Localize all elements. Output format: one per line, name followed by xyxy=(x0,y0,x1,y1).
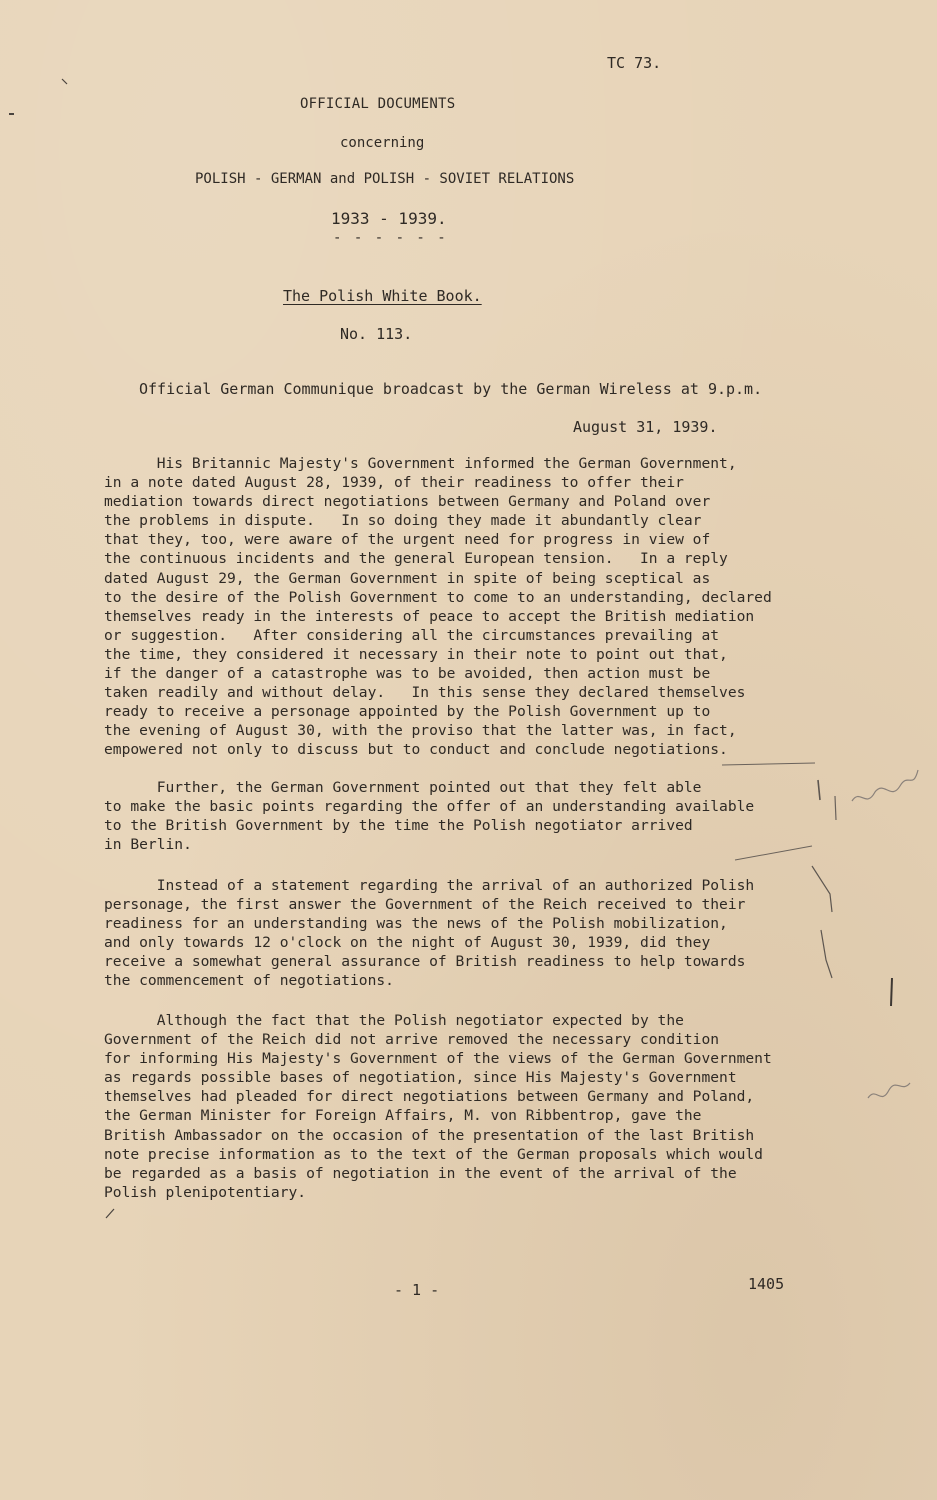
pencil-stroke xyxy=(735,846,812,860)
communique-heading: Official German Communique broadcast by the German Wireless at 9.p.m. xyxy=(139,380,763,398)
pencil-stroke xyxy=(722,763,815,765)
title-rule: - - - - - - xyxy=(333,230,448,246)
body-paragraph-4: Although the fact that the Polish negotiator expected by the Government of the Reich did not arrive removed the necessary condition for informing His Majesty's Government of the views of the German Government as regards possible bases of negotiation, since His Majesty's Government themselves had pleaded for direct negotiations between Germany and Poland, the German Minister for Foreign Affairs, M. von Ribbentrop, gave the British Ambassador on the occasion of the presentation of the last British note precise information as to the text of the German proposals which would be regarded as a basis of negotiation in the event of the arrival of the Polish plenipotentiary. xyxy=(104,1012,772,1201)
pencil-stroke xyxy=(891,978,892,1006)
title-line-concerning: concerning xyxy=(340,135,425,151)
pencil-stroke xyxy=(821,930,832,978)
marginal-scribble xyxy=(868,1083,910,1098)
pencil-stroke xyxy=(62,79,67,84)
body-paragraph-2: Further, the German Government pointed out that they felt able to make the basic points regarding the offer of an understanding available to the British Government by the time the Polish negotiator arrived in Berlin. xyxy=(104,779,755,854)
body-paragraph-1: His Britannic Majesty's Government informed the German Government, in a note dated August 28, 1939, of their readiness to offer their mediation towards direct negotiations between Germany and Poland over the problems in dispute. In so doing they made it abundantly clear that they, too, were aware of the urgent need for progress in view of the continuous incidents and the general European tension. In a reply dated August 29, the German Government in spite of being sceptical as to the desire of the Polish Government to come to an understanding, declared themselves ready in the interests of peace to accept the British mediation or suggestion. After considering all the circumstances prevailing at the time, they considered it necessary in their note to point out that, if the danger of a catastrophe was to be avoided, then action must be taken readily and without delay. In this sense they declared themselves ready to receive a personage appointed by the Polish Government up to the evening of August 30, with the proviso that the latter was, in fact, empowered not only to discuss but to conduct and conclude negotiations. xyxy=(104,455,772,759)
page-number: - 1 - xyxy=(394,1281,440,1299)
title-line-relations: POLISH - GERMAN and POLISH - SOVIET RELATIONS xyxy=(195,171,575,187)
archive-number: 1405 xyxy=(748,1275,785,1293)
title-line-official-documents: OFFICIAL DOCUMENTS xyxy=(300,96,456,112)
document-number: No. 113. xyxy=(340,325,413,343)
body-paragraph-3: Instead of a statement regarding the arrival of an authorized Polish personage, the first answer the Government of the Reich received to their readiness for an understanding was the news of the Polish mobilization, and only towards 12 o'clock on the night of August 30, 1939, did they receive a somewhat general assurance of British readiness to help towards the commencement of negotiations. xyxy=(104,877,755,990)
pencil-stroke xyxy=(818,780,820,800)
source-title: The Polish White Book. xyxy=(283,287,482,305)
pencil-stroke xyxy=(106,1209,114,1218)
communique-date: August 31, 1939. xyxy=(573,418,718,436)
marginal-scribble xyxy=(852,770,918,801)
title-line-years: 1933 - 1939. xyxy=(331,209,447,228)
pencil-stroke xyxy=(812,866,832,912)
reference-code: TC 73. xyxy=(607,54,662,72)
pencil-stroke xyxy=(835,796,836,820)
